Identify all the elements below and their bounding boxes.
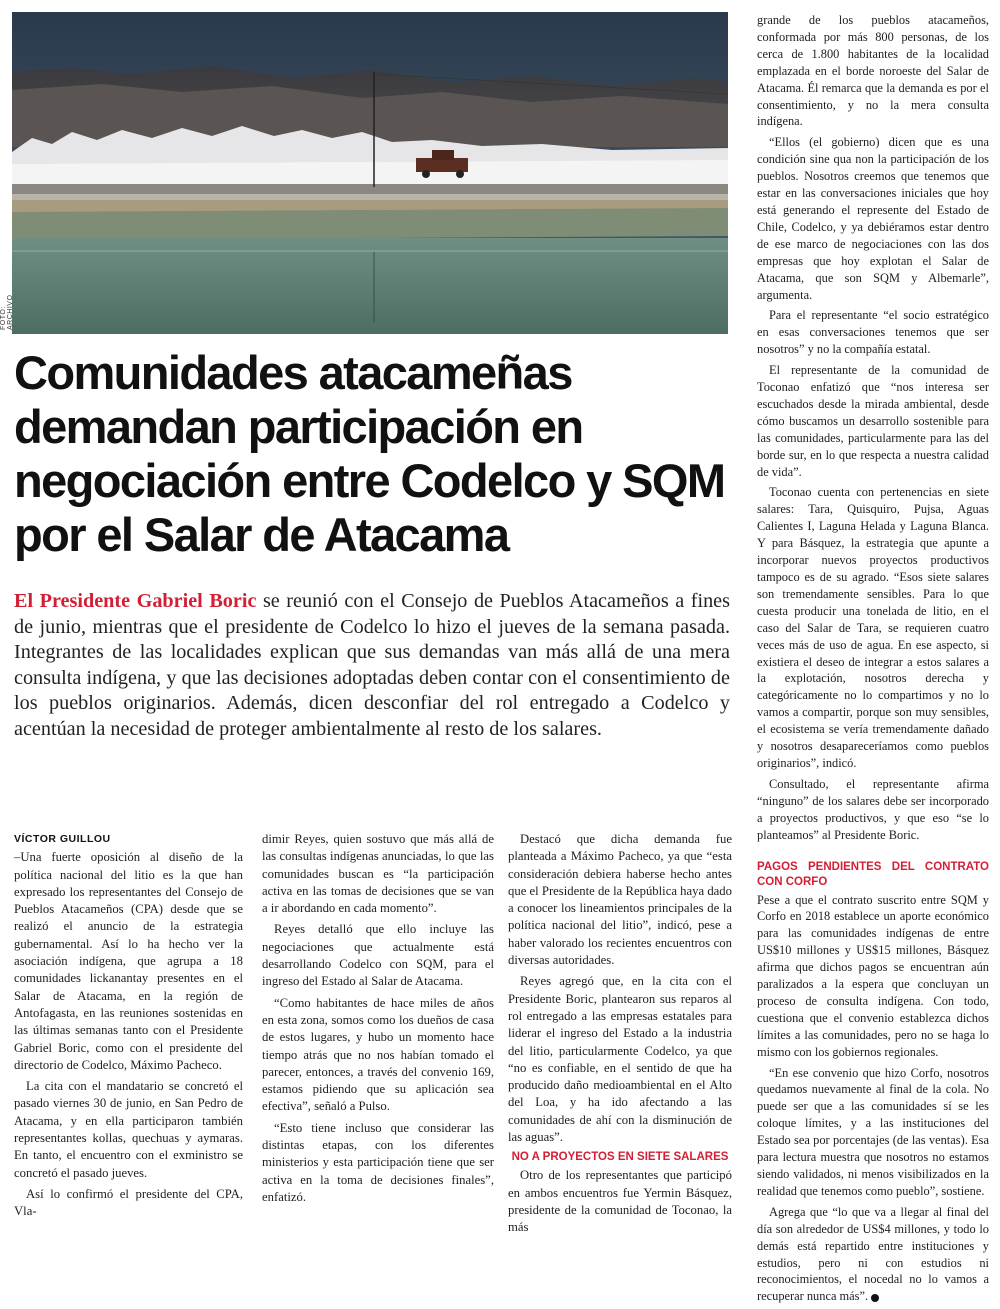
column-3 (508, 831, 732, 1241)
body-paragraph: Reyes detalló que ello incluye las negociaciones que actualmente está desarrollando Codelco con SQM, para el ingreso del Estado al Salar de Atacama. (262, 922, 494, 989)
body-paragraph: Destacó que dicha demanda fue planteada a Máximo Pacheco, ya que “esta consideración debiera haberse hecho antes que el Presidente de la República haya dado a conocer los lineamientos principales de la política nacional del litio”, indicó, pese a haber valorado los recientes encuentros con diversas autoridades. (508, 832, 732, 968)
body-paragraph: Así lo confirmó el presidente del CPA, Vla- (14, 1186, 243, 1219)
body-paragraph: Toconao cuenta con pertenencias en siete salares: Tara, Quisquiro, Pujsa, Aguas Calientes I, Laguna Helada y Laguna Blanca. Y para Básquez, la estrategia que apunte a incorporar nuevos proyectos productivos tampoco es de su agrado. “Esos siete salares son tremendamente sensibles. Para lo que cuesta producir una tonelada de litio, en el caso del Salar de Tara, se requieren cuatro veces más de uso de agua. En ese aspecto, si existiera el deseo de integrar a estos salares a la explotación, nosotros derecha y categóricamente no lo compartimos y no lo vamos a compartir, porque son muy sensibles, el ecosistema se vería tremendamente dañado y nosotros desapareceríamos como pueblos originarios”, indicó. (757, 485, 989, 770)
body-paragraph: dimir Reyes, quien sostuvo que más allá de las consultas indígenas anunciadas, lo que las comunidades buscan es “la participación activa en las tomas de decisiones que se van a ir abordando en cada momento”. (262, 832, 494, 916)
body-paragraph: grande de los pueblos atacameños, conformada por más 800 personas, de los cerca de 1.800 habitantes de la localidad emplazada en el borde noroeste del Salar de Atacama. Él remarca que la demanda es por el consentimiento, y no la mera consulta indígena. (757, 13, 989, 129)
body-paragraph: Reyes agregó que, en la cita con el Presidente Boric, plantearon sus reparos al rol entregado a las empresas estatales para liderar el ingreso del Estado a la industria del litio, particularmente Codelco, ya que “no es confiable, en el sentido de que ha producido daño medioambiental en el Alto del Loa, y ha ido afectando a las comunidades de ahí con la disminución de las aguas”. (508, 974, 732, 1145)
body-paragraph: “En ese convenio que hizo Corfo, nosotros quedamos nuevamente al final de la cola. No puede ser que a las comunidades sí se les coloque límites, y a las instituciones del Estado sea por porcentajes (de las ventas). Esa para lectura muestra que nosotros no estamos siendo validados, ni menos visibilizados en la realidad que tenemos como pueblo”, sostiene. (757, 1065, 989, 1198)
subhead: NO A PROYECTOS EN SIETE SALARES (511, 1151, 729, 1164)
body-paragraph: “Esto tiene incluso que considerar las distintas etapas, con los diferentes ministerios y esta participación tiene que ser activa en la toma de decisiones finales”, enfatizó. (262, 1120, 494, 1204)
body-paragraph: “Ellos (el gobierno) dicen que es una condición sine qua non la participación de los pueblos. Nosotros creemos que tenemos que estar en las conversaciones iniciales que hoy está generando el represente del Estado de Chile, Codelco, y ya debiéramos estar dentro de ese marco de negociaciones con las dos empresas que hoy explotan el Salar de Atacama, que son SQM y Albemarle”, argumenta. (757, 135, 989, 302)
body-paragraph: “Como habitantes de hace miles de años en esta zona, somos como los dueños de casa de estos lugares, y hubo un momento hace tiempo atrás que no nos habían tomado el parecer, entonces, a través del convenio 169, estamos pidiendo que su aplicación sea efectiva”, señaló a Pulso. (262, 995, 494, 1114)
end-mark-icon: P (871, 1294, 879, 1302)
body-paragraph: Otro de los representantes que participó en ambos encuentros fue Yermin Básquez, presidente de la comunidad de Toconao, la más (508, 1168, 732, 1235)
lead-text: se reunió con el Consejo de Pueblos Atacameños a fines de junio, mientras que el presidente de Codelco lo hizo el jueves de la semana pasada. Integrantes de las localidades explican que sus demandas van más allá de una mera consulta indígena, y que las decisiones adoptadas deben contar con el consentimiento de los pueblos originarios. Además, dicen desconfiar del rol entregado a Codelco y acentúan la necesidad de proteger ambientalmente al resto de los salares. (14, 590, 730, 740)
photo-illustration (12, 12, 728, 334)
body-paragraph: La cita con el mandatario se concretó el pasado viernes 30 de junio, en San Pedro de Atacama, y en ella participaron también representantes kollas, quechuas y aymaras. En tanto, el encuentro con el exministro se concretó el pasado jueves. (14, 1079, 243, 1180)
lead-name: El Presidente Gabriel Boric (14, 590, 257, 612)
body-paragraph: Para el representante “el socio estratégico en esas conversaciones tenemos que ser nosotros” y no la compañía estatal. (757, 308, 989, 357)
column-4 (757, 12, 989, 1309)
byline: VÍCTOR GUILLOU (14, 833, 111, 845)
column-2 (262, 831, 494, 1210)
body-paragraph (757, 1204, 989, 1305)
body-paragraph: Consultado, el representante afirma “ninguno” de los salares debe ser incorporado a proyectos productivos, y que eso “se lo planteamos” al Presidente Boric. (757, 776, 989, 842)
body-paragraph: Pese a que el contrato suscrito entre SQM y Corfo en 2018 establece un aporte económico para las comunidades indígenas de entre US$10 millones y US$15 millones, Básquez afirma que dichos pagos se encuentran aún paralizados a la espera que concluyan un proceso de consulta indígena. Con todo, cuestiona que el convenio establezca dichos límites a las comunidades, pero no se haga lo mismo con los gobiernos regionales. (757, 892, 989, 1059)
salt-flat-photo (12, 12, 728, 334)
body-paragraph: –Una fuerte oposición al diseño de la política nacional del litio es la que han expresado los representantes del Consejo de Pueblos Atacameños (CPA) desde que se realizó el anuncio de la estrategia gubernamental. Así lo ha hecho ver la asociación indígena, que agrupa a 18 comunidades lickanantay presentes en el Salar de Atacama, en la región de Antofagasta, en las reuniones sostenidas en las últimas semanas tanto con el Presidente Gabriel Boric, como con el presidente del directorio de Codelco, Máximo Pacheco. (14, 850, 243, 1072)
photo-credit: FOTO: ARCHIVO (0, 294, 14, 330)
body-text: Agrega que “lo que va a llegar al final del día son alrededor de US$4 millones, y todo lo demás está repartido entre instituciones y estudios, pero ni con estudios ni reconocimientos, el nocedal no lo vamos a recuperar nunca más”. (757, 1204, 989, 1304)
headline: Comunidades atacameñas demandan participación en negociación entre Codelco y SQM por el Salar de Atacama (14, 346, 725, 561)
column-1 (14, 831, 243, 1225)
lead-paragraph (14, 589, 730, 743)
body-paragraph: El representante de la comunidad de Toconao enfatizó que “nos interesa ser escuchados desde la mirada ambiental, desde cómo buscamos un desarrollo sostenible para las comunidades, particularmente para las del borde sur, en lo que respecta a nuestra calidad de vida”. (757, 363, 989, 479)
subhead: PAGOS PENDIENTES DEL CONTRATO CON CORFO (757, 860, 989, 888)
